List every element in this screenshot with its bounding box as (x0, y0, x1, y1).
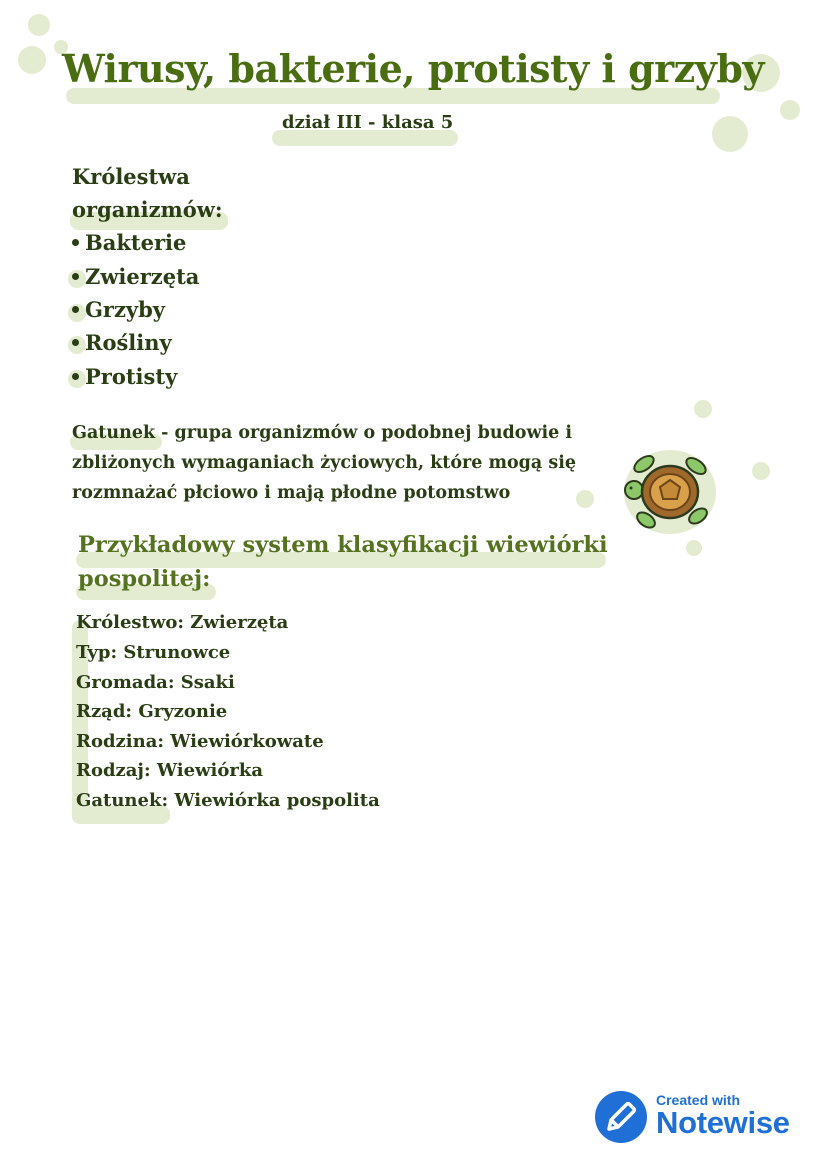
page-subtitle: dział III - klasa 5 (282, 112, 454, 133)
kingdom-list-item: Bakterie (72, 230, 186, 255)
decorative-dot (780, 100, 800, 120)
classification-heading: Przykładowy system klasyfikacji wiewiórki (78, 532, 608, 558)
kingdom-list-item: Rośliny (72, 330, 172, 355)
kingdom-list-item: Zwierzęta (72, 264, 199, 289)
kingdom-list-item: Protisty (72, 364, 177, 389)
turtle-icon (614, 442, 724, 542)
classification-row: Rodzina: Wiewiórkowate (76, 731, 324, 752)
classification-row: Gromada: Ssaki (76, 672, 235, 693)
kingdoms-heading: organizmów: (72, 197, 223, 222)
pencil-icon (594, 1090, 648, 1144)
decorative-dot (18, 46, 46, 74)
decorative-dot (28, 14, 50, 36)
bullet (72, 306, 79, 313)
classification-row: Rząd: Gryzonie (76, 701, 228, 722)
decorative-dot (712, 116, 748, 152)
bullet (72, 239, 79, 246)
bullet (72, 273, 79, 280)
classification-row: Rodzaj: Wiewiórka (76, 760, 264, 781)
classification-heading: pospolitej: (78, 566, 211, 592)
notewise-brand: Notewise (656, 1105, 790, 1140)
decorative-dot (694, 400, 712, 418)
definition-line: zbliżonych wymaganiach życiowych, które mogą się (72, 453, 576, 473)
bullet (72, 373, 79, 380)
created-with-text: Created with (656, 1092, 741, 1108)
kingdoms-heading: Królestwa (72, 164, 190, 189)
bullet (72, 339, 79, 346)
kingdom-list-item: Grzyby (72, 297, 165, 322)
classification-row: Gatunek: Wiewiórka pospolita (76, 790, 380, 811)
decorative-dot (752, 462, 770, 480)
definition-line: rozmnażać płciowo i mają płodne potomstwo (72, 483, 511, 503)
notewise-badge[interactable] (594, 1090, 804, 1150)
definition-line: Gatunek - grupa organizmów o podobnej budowie i (72, 423, 573, 443)
classification-row: Królestwo: Zwierzęta (76, 612, 289, 633)
classification-row: Typ: Strunowce (76, 642, 231, 663)
page-title: Wirusy, bakterie, protisty i grzyby (62, 46, 764, 91)
decorative-dot (576, 490, 594, 508)
decorative-dot (686, 540, 702, 556)
